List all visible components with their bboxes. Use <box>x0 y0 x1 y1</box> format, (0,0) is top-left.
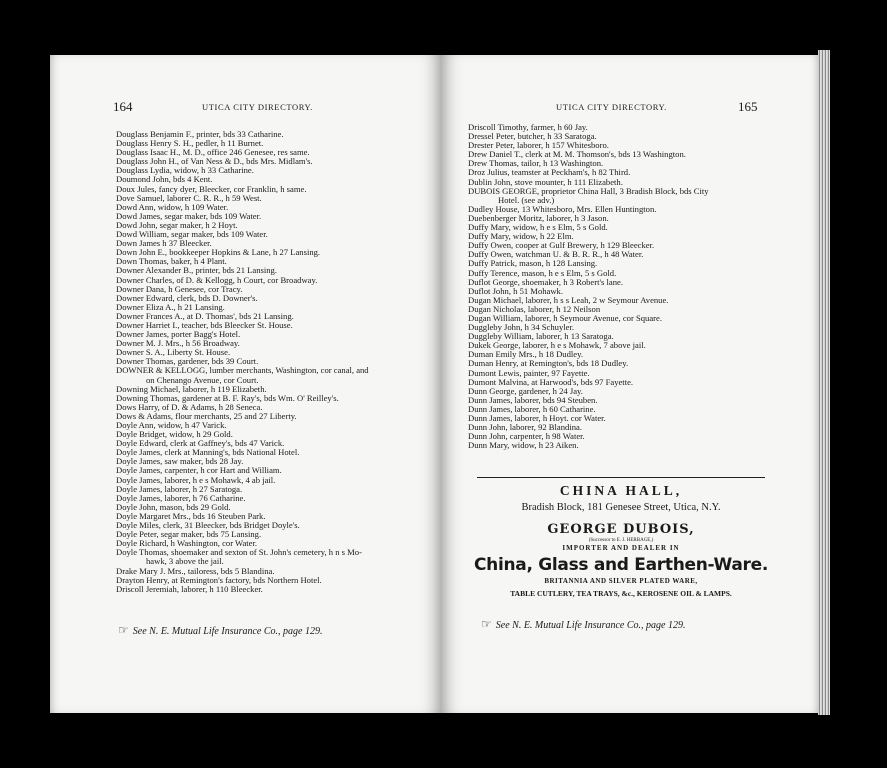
directory-entry: Duffy Mary, widow, h 22 Elm. <box>468 231 574 242</box>
directory-entry: Dressel Peter, butcher, h 33 Saratoga. <box>468 131 597 142</box>
directory-entry: on Chenango Avenue, cor Court. <box>146 374 259 385</box>
directory-entry: Downing Michael, laborer, h 119 Elizabeth. <box>116 383 267 394</box>
directory-entry: Doyle Peter, segar maker, bds 75 Lansing. <box>116 529 262 540</box>
page-number: 164 <box>113 99 133 114</box>
directory-entry: Duffy Owen, cooper at Gulf Brewery, h 129 Bleecker. <box>468 240 655 251</box>
directory-entry: Droz Julius, teamster at Peckham's, h 82 Third. <box>468 167 631 178</box>
directory-entry: Drester Peter, laborer, h 157 Whitesboro. <box>468 140 609 151</box>
directory-entry: hawk, 3 above the jail. <box>146 556 224 567</box>
directory-entry: Dumont Lewis, painter, 97 Fayette. <box>468 367 590 378</box>
directory-entry: Douglass Benjamin F., printer, bds 33 Catharine. <box>116 129 284 139</box>
directory-entry: Doyle John, mason, bds 29 Gold. <box>116 501 231 512</box>
directory-entry: Downer Thomas, gardener, bds 39 Court. <box>116 356 259 367</box>
page-edges <box>818 50 830 715</box>
directory-entry: Duffy Patrick, mason, h 128 Lansing. <box>468 258 598 269</box>
directory-entry: Dows & Adams, flour merchants, 25 and 27 Liberty. <box>116 410 297 421</box>
ad-role: IMPORTER AND DEALER IN <box>562 544 680 552</box>
directory-entry: Downer Harriet I., teacher, bds Bleecker St. House. <box>116 319 293 330</box>
directory-entry: Downer M. J. Mrs., h 56 Broadway. <box>116 338 240 349</box>
directory-entry: Doyle James, carpenter, h cor Hart and William. <box>116 465 282 476</box>
page-number: 165 <box>738 99 758 114</box>
ad-heading: CHINA HALL, <box>559 483 683 498</box>
directory-entry: Duebenberger Moritz, laborer, h 3 Jason. <box>468 212 609 223</box>
directory-entry: Drew Thomas, tailor, h 13 Washington. <box>468 158 604 169</box>
directory-entry: Driscoll Timothy, farmer, h 60 Jay. <box>468 122 588 132</box>
directory-entry: Duffy Mary, widow, h e s Elm, 5 s Gold. <box>468 222 608 233</box>
directory-entries <box>468 123 798 450</box>
insurance-reference <box>481 617 685 632</box>
ad-successor: (Successor to E. J. HERBAGE,) <box>588 538 654 543</box>
directory-entry: Douglass Isaac H., M. D., office 246 Genesee, res same. <box>116 147 310 158</box>
directory-entry: Driscoll Jeremiah, laborer, h 110 Bleecker. <box>116 583 263 594</box>
directory-entry: Dugan Michael, laborer, h s s Leah, 2 w Seymour Avenue. <box>468 294 669 305</box>
directory-entry: Dunn John, laborer, 92 Blandina. <box>468 422 582 433</box>
directory-entry: Dukek George, laborer, h e s Mohawk, 7 above jail. <box>468 340 646 351</box>
directory-entry: Downer Alexander B., printer, bds 21 Lansing. <box>116 265 277 276</box>
directory-entry: Duflot John, h 51 Mohawk. <box>468 285 564 296</box>
directory-entries <box>116 130 426 594</box>
directory-entry: Duman Emily Mrs., h 18 Dudley. <box>468 349 583 360</box>
directory-entry: Dowd William, segar maker, bds 109 Water. <box>116 229 268 240</box>
directory-entry: Dunn James, laborer, bds 94 Steuben. <box>468 394 598 405</box>
directory-entry: Dunn George, gardener, h 24 Jay. <box>468 385 583 396</box>
directory-entry: Doyle James, laborer, h 76 Catharine. <box>116 492 246 503</box>
insurance-reference <box>118 623 322 638</box>
directory-entry: Down James h 37 Bleecker. <box>116 238 212 249</box>
directory-entry: Duggleby John, h 34 Schuyler. <box>468 322 574 333</box>
directory-entry: Dowd James, segar maker, bds 109 Water. <box>116 210 262 221</box>
directory-entry: Dunn James, laborer, h Hoyt. cor Water. <box>468 413 606 423</box>
running-head: UTICA CITY DIRECTORY. <box>202 102 313 112</box>
directory-entry: Hotel. (see adv.) <box>498 194 555 205</box>
directory-entry: Doyle Margaret Mrs., bds 16 Steuben Park. <box>116 510 266 521</box>
ad-proprietor: GEORGE DUBOIS, <box>547 522 695 537</box>
directory-entry: Dove Samuel, laborer C. R. R., h 59 West. <box>116 192 262 203</box>
pointing-hand-icon: ☞ <box>481 617 492 631</box>
directory-entry: Doumond John, bds 4 Kent. <box>116 174 213 185</box>
directory-entry: Dumont Malvina, at Harwood's, bds 97 Fayette. <box>468 376 634 387</box>
directory-entry: Doyle James, saw maker, bds 28 Jay. <box>116 456 244 467</box>
directory-entry: Doux Jules, fancy dyer, Bleecker, cor Franklin, h same. <box>116 183 307 194</box>
directory-entry: Down Thomas, baker, h 4 Plant. <box>116 256 227 267</box>
ad-goods: China, Glass and Earthen-Ware. <box>473 555 769 575</box>
directory-entry: Douglass Lydia, widow, h 33 Catharine. <box>116 165 254 176</box>
directory-entry: Duffy Owen, watchman U. & B. R. R., h 48 Water. <box>468 249 644 260</box>
divider <box>477 477 765 478</box>
reference-text: See N. E. Mutual Life Insurance Co., page 129. <box>132 626 323 637</box>
directory-entry: Doyle James, laborer, h 27 Saratoga. <box>116 483 243 494</box>
directory-entry: Duffy Terence, mason, h e s Elm, 5 s Gold. <box>468 267 617 278</box>
directory-entry: Doyle Miles, clerk, 31 Bleecker, bds Bridget Doyle's. <box>116 520 300 531</box>
directory-entry: Duggleby William, laborer, h 13 Saratoga. <box>468 331 614 342</box>
pointing-hand-icon: ☞ <box>118 623 129 637</box>
directory-entry: Dowd John, segar maker, h 2 Hoyt. <box>116 219 238 230</box>
directory-entry: Downer S. A., Liberty St. House. <box>116 347 231 358</box>
directory-entry: Doyle Richard, h Washington, cor Water. <box>116 538 258 549</box>
ad-line-2: TABLE CUTLERY, TEA TRAYS, &c., KEROSENE OIL & LAMPS. <box>510 589 732 598</box>
directory-entry: Downer Frances A., at D. Thomas', bds 21 Lansing. <box>116 310 294 321</box>
directory-entry: Dugan Nicholas, laborer, h 12 Neilson <box>468 303 601 314</box>
directory-entry: Downer James, porter Bagg's Hotel. <box>116 329 241 340</box>
directory-entry: Dunn John, carpenter, h 98 Water. <box>468 431 585 442</box>
directory-entry: Dudley House, 13 Whitesboro, Mrs. Ellen Huntington. <box>468 203 657 214</box>
china-hall-advertisement <box>471 477 771 598</box>
directory-entry: Drew Daniel T., clerk at M. M. Thomson's, bds 13 Washington. <box>468 149 686 160</box>
directory-entry: Doyle Edward, clerk at Gaffney's, bds 47 Varick. <box>116 438 285 449</box>
directory-entry: Dugan William, laborer, h Seymour Avenue, cor Square. <box>468 312 662 323</box>
ad-line-1: BRITANNIA AND SILVER PLATED WARE, <box>544 577 698 585</box>
directory-entry: Drake Mary J. Mrs., tailoress, bds 5 Blandina. <box>116 565 275 576</box>
directory-entry: Dows Harry, of D. & Adams, h 28 Seneca. <box>116 401 263 412</box>
directory-entry: Dowd Ann, widow, h 109 Water. <box>116 201 229 212</box>
directory-entry: Downer Charles, of D. & Kellogg, h Court, cor Broadway. <box>116 274 318 285</box>
directory-entry: Dunn James, laborer, h 60 Catharine. <box>468 403 596 414</box>
directory-entry: DUBOIS GEORGE, proprietor China Hall, 3 Bradish Block, bds City <box>468 185 709 196</box>
directory-entry: Dublin John, stove mounter, h 111 Elizabeth. <box>468 176 623 187</box>
left-page <box>50 55 441 713</box>
directory-entry: Doyle James, laborer, h e s Mohawk, 4 ab jail. <box>116 474 276 485</box>
directory-entry: Downer Dana, h Genesee, cor Tracy. <box>116 283 243 294</box>
directory-entry: Douglass Henry S. H., pedler, h 11 Burnet. <box>116 138 264 149</box>
directory-entry: Doyle James, clerk at Manning's, bds National Hotel. <box>116 447 300 458</box>
directory-entry: Downer Eliza A., h 21 Lansing. <box>116 301 225 312</box>
directory-entry: Downer Edward, clerk, bds D. Downer's. <box>116 292 258 303</box>
directory-entry: Dunn Mary, widow, h 23 Aiken. <box>468 440 579 451</box>
reference-text: See N. E. Mutual Life Insurance Co., page 129. <box>495 620 686 631</box>
running-head: UTICA CITY DIRECTORY. <box>556 102 667 112</box>
directory-entry: Downing Thomas, gardener at B. F. Ray's, bds Wm. O' Reilley's. <box>116 392 339 403</box>
ad-address: Bradish Block, 181 Genesee Street, Utica, N.Y. <box>521 502 721 513</box>
directory-entry: Duflot George, shoemaker, h 3 Robert's lane. <box>468 276 623 287</box>
directory-entry: Duman Henry, at Remington's, bds 18 Dudley. <box>468 358 629 369</box>
directory-entry: Doyle Bridget, widow, h 29 Gold. <box>116 429 233 440</box>
directory-entry: Doyle Ann, widow, h 47 Varick. <box>116 420 227 430</box>
directory-entry: Drayton Henry, at Remington's factory, bds Northern Hotel. <box>116 574 322 585</box>
directory-entry: Down John E., bookkeeper Hopkins & Lane, h 27 Lansing. <box>116 247 321 258</box>
right-page <box>441 55 818 713</box>
directory-entry: DOWNER & KELLOGG, lumber merchants, Washington, cor canal, and <box>116 365 369 376</box>
directory-entry: Douglass John H., of Van Ness & D., bds Mrs. Midlam's. <box>116 156 313 167</box>
directory-entry: Doyle Thomas, shoemaker and sexton of St. John's cemetery, h n s Mo- <box>116 547 362 558</box>
